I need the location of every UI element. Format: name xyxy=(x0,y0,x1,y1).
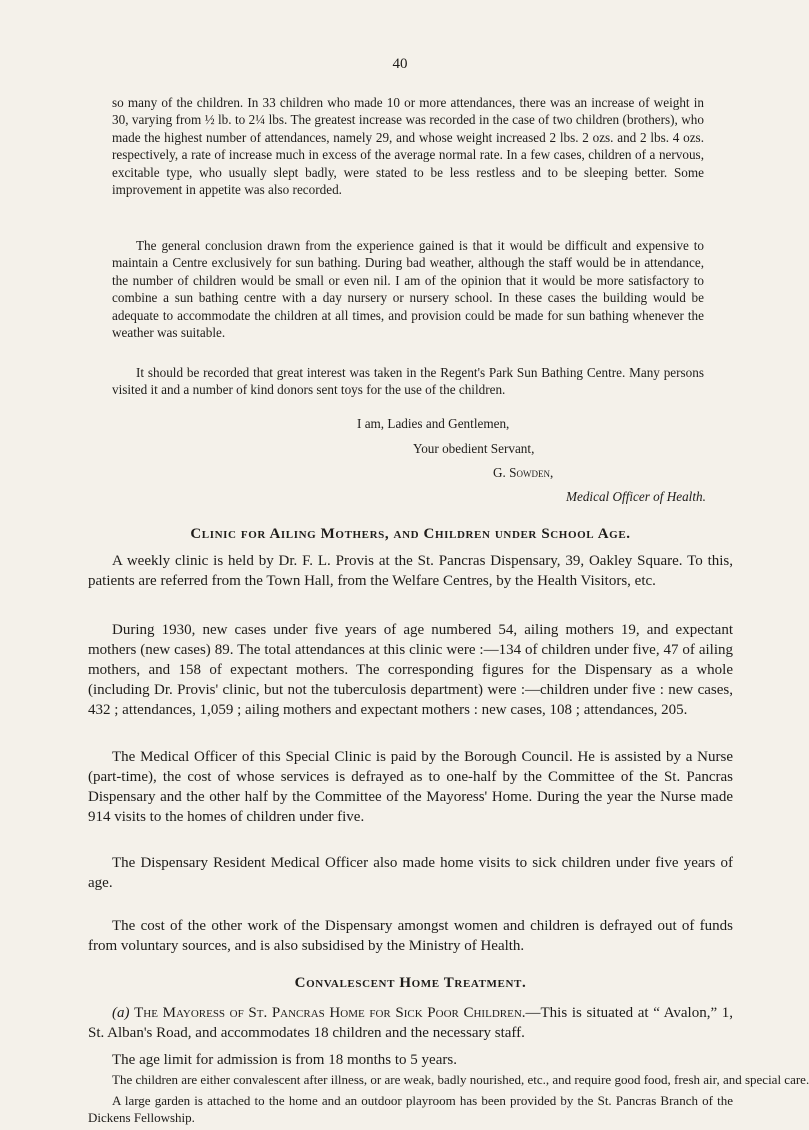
paragraph-dispensary-cost: The cost of the other work of the Dispensary amongst women and children is defrayed out of funds from voluntary sources, and is also subsidised by the Ministry of Health. xyxy=(88,918,733,954)
paragraph-age-limit: The age limit for admission is from 18 months to 5 years. xyxy=(112,1052,457,1068)
signatory-title: Medical Officer of Health. xyxy=(566,489,706,504)
page-number: 40 xyxy=(392,56,408,72)
paragraph-convalescent-children: The children are either convalescent after illness, or are weak, badly nourished, etc., and require good food, fresh air, and special care. xyxy=(112,1072,809,1087)
paragraph-general-conclusion: The general conclusion drawn from the experience gained is that it would be difficult and expensive to maintain a Centre exclusively for sun bathing. During bad weather, although the staff would be in attendance, the number of children would be small or even nil. I am of the opinion that it would be more satisfactory to combine a sun bathing centre with a day nursery or nursery school. In these cases the building would be adequate to accommodate the children at all times, and provision could be made for sun bathing whenever the weather was suitable. xyxy=(112,238,704,341)
paragraph-clinic-staff: The Medical Officer of this Special Clinic is paid by the Borough Council. He is assisted by a Nurse (part-time), the cost of whose services is defrayed as to one-half by the Committee of the St. Pancras Dispensary and the other half by the Committee of the Mayoress' Home. During the year the Nurse made 914 visits to the homes of children under five. xyxy=(88,749,733,825)
home-name: The Mayoress of St. Pancras Home for Sick Poor Children. xyxy=(134,1005,526,1021)
paragraph-regents-park-interest: It should be recorded that great interest was taken in the Regent's Park Sun Bathing Centre. Many persons visited it and a number of kind donors sent toys for the use of the children. xyxy=(112,365,704,398)
paragraph-weight-increase: so many of the children. In 33 children who made 10 or more attendances, there was an increase of weight in 30, varying from ½ lb. to 2¼ lbs. The greatest increase was recorded in the case of two children (brothers), who made the highest number of attendances, namely 29, and whose weight increased 2 lbs. 2 ozs. and 2 lbs. 4 ozs. respectively, a rate of increase much in excess of the average normal rate. In a few cases, children of a nervous, excitable type, who usually slept badly, were stated to be less restless and to be sleeping better. Some improvement in appetite was also recorded. xyxy=(112,95,704,198)
closing-salutation: I am, Ladies and Gentlemen, xyxy=(357,416,510,431)
section-heading-clinic: Clinic for Ailing Mothers, and Children under School Age. xyxy=(190,526,631,542)
item-label: (a) xyxy=(112,1005,130,1021)
section-heading-convalescent: Convalescent Home Treatment. xyxy=(294,975,527,991)
paragraph-garden: A large garden is attached to the home and an outdoor playroom has been provided by the St. Pancras Branch of the Dickens Fellowship. xyxy=(88,1093,733,1125)
paragraph-clinic-figures: During 1930, new cases under five years of age numbered 54, ailing mothers 19, and expectant mothers (new cases) 89. The total attendances at this clinic were :—134 of children under five, 47 of ailing mothers, and 158 of expectant mothers. The corresponding figures for the Dispensary as a whole (including Dr. Provis' clinic, but not the tuberculosis department) were :—children under five : new cases, 432 ; attendances, 1,059 ; ailing mothers and expectant mothers : new cases, 108 ; attendances, 205. xyxy=(88,622,733,718)
home-description: —This is situated at “ Avalon,” 1, St. Alban's Road, and accommodates 18 children and the necessary staff. xyxy=(88,1005,734,1041)
paragraph-mayoress-home xyxy=(88,1003,733,1043)
closing-valediction: Your obedient Servant, xyxy=(413,441,535,456)
paragraph-clinic-weekly: A weekly clinic is held by Dr. F. L. Provis at the St. Pancras Dispensary, 39, Oakley Square. To this, patients are referred from the Town Hall, from the Welfare Centres, by the Health Visitors, etc. xyxy=(88,553,733,589)
paragraph-home-visits: The Dispensary Resident Medical Officer also made home visits to sick children under five years of age. xyxy=(88,855,733,891)
signatory-name: G. Sowden, xyxy=(493,465,554,480)
